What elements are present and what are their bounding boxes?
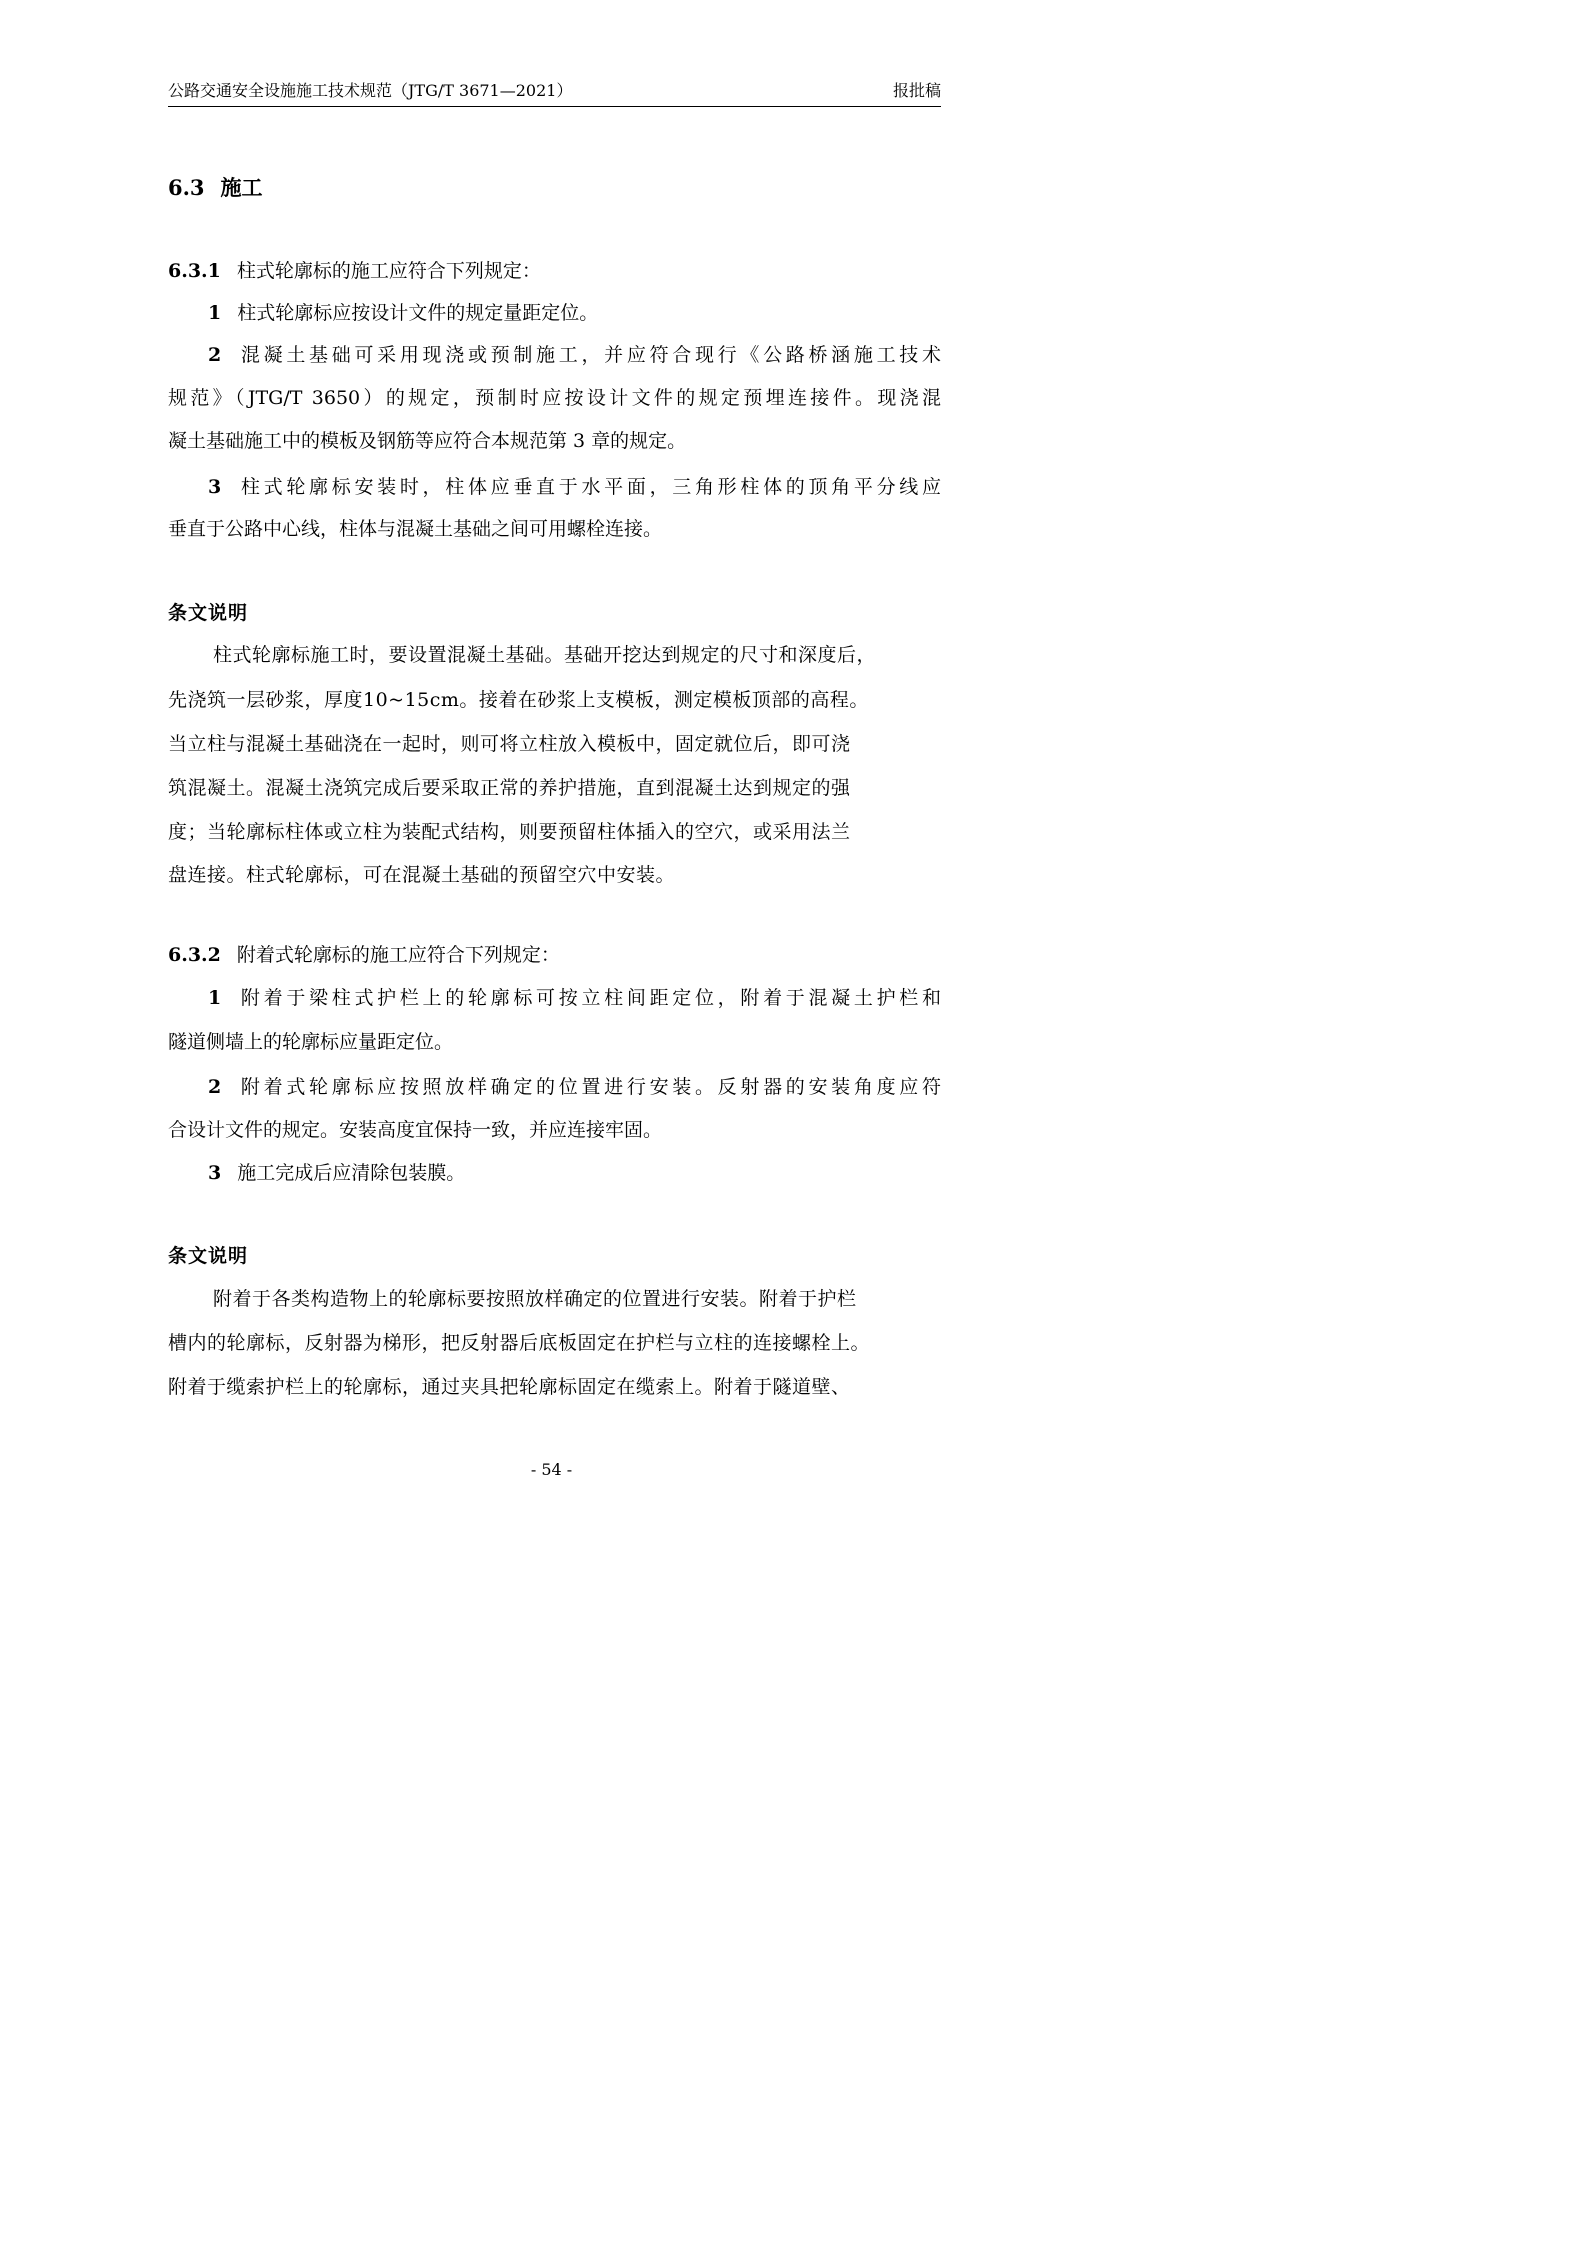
clause-number: 6.3.2 — [168, 944, 221, 966]
section-number: 6.3 — [168, 175, 205, 200]
item-number: 1 — [208, 302, 222, 324]
explanation-line: 筑混凝土。混凝土浇筑完成后要采取正常的养护措施，直到混凝土达到规定的强 — [168, 777, 851, 799]
item-text: 柱式轮廓标应按设计文件的规定量距定位。 — [237, 302, 599, 324]
clause-intro: 柱式轮廓标的施工应符合下列规定： — [236, 260, 541, 282]
clause-631-item-2 — [208, 341, 941, 369]
item-text: 施工完成后应清除包装膜。 — [237, 1162, 466, 1184]
item-text: 柱式轮廓标安装时，柱体应垂直于水平面，三角形柱体的顶角平分线应 — [237, 476, 941, 498]
explanation-line: 先浇筑一层砂浆，厚度10~15cm。接着在砂浆上支模板，测定模板顶部的高程。 — [168, 689, 869, 711]
clause-631-item-3 — [208, 473, 941, 501]
item-number: 2 — [208, 1076, 222, 1098]
item-text: 附着于梁柱式护栏上的轮廓标可按立柱间距定位，附着于混凝土护栏和 — [237, 987, 941, 1009]
item-number: 1 — [208, 987, 222, 1009]
item-text: 附着式轮廓标应按照放样确定的位置进行安装。反射器的安装角度应符 — [237, 1076, 941, 1098]
item-text: 混凝土基础可采用现浇或预制施工，并应符合现行《公路桥涵施工技术 — [237, 344, 941, 366]
paragraph-line: 凝土基础施工中的模板及钢筋等应符合本规范第 3 章的规定。 — [168, 430, 687, 452]
clause-632-intro — [168, 941, 941, 969]
section-title — [168, 172, 263, 202]
explanation-line: 度；当轮廓标柱体或立柱为装配式结构，则要预留柱体插入的空穴，或采用法兰 — [168, 821, 851, 843]
explanation-heading: 条文说明 — [168, 602, 249, 624]
header-title: 公路交通安全设施施工技术规范（JTG/T 3671—2021） — [168, 81, 573, 100]
header-status: 报批稿 — [892, 81, 941, 100]
explanation-line: 当立柱与混凝土基础浇在一起时，则可将立柱放入模板中，固定就位后，即可浇 — [168, 733, 851, 755]
paragraph-line: 规范》（JTG/T 3650）的规定，预制时应按设计文件的规定预埋连接件。现浇混 — [168, 387, 941, 409]
clause-632-item-3 — [208, 1159, 941, 1187]
clause-632-item-1 — [208, 984, 941, 1012]
clause-intro: 附着式轮廓标的施工应符合下列规定： — [236, 944, 560, 966]
running-header — [168, 76, 941, 107]
item-number: 3 — [208, 1162, 222, 1184]
clause-631-item-1 — [208, 299, 941, 327]
explanation-line: 盘连接。柱式轮廓标，可在混凝土基础的预留空穴中安装。 — [168, 864, 676, 886]
explanation-line: 柱式轮廓标施工时，要设置混凝土基础。基础开挖达到规定的尺寸和深度后， — [213, 644, 877, 666]
section-heading: 施工 — [220, 175, 263, 200]
paragraph-line: 隧道侧墙上的轮廓标应量距定位。 — [168, 1031, 454, 1053]
item-number: 3 — [208, 476, 222, 498]
explanation-heading: 条文说明 — [168, 1245, 249, 1267]
item-number: 2 — [208, 344, 222, 366]
clause-631-intro — [168, 257, 941, 285]
paragraph-line: 合设计文件的规定。安装高度宜保持一致，并应连接牢固。 — [168, 1119, 663, 1141]
paragraph-line: 垂直于公路中心线，柱体与混凝土基础之间可用螺栓连接。 — [168, 518, 663, 540]
page-number: - 54 - — [530, 1460, 573, 1479]
explanation-line: 槽内的轮廓标，反射器为梯形，把反射器后底板固定在护栏与立柱的连接螺栓上。 — [168, 1332, 871, 1354]
explanation-line: 附着于缆索护栏上的轮廓标，通过夹具把轮廓标固定在缆索上。附着于隧道壁、 — [168, 1376, 851, 1398]
explanation-line: 附着于各类构造物上的轮廓标要按照放样确定的位置进行安装。附着于护栏 — [213, 1288, 857, 1310]
clause-632-item-2 — [208, 1073, 941, 1101]
clause-number: 6.3.1 — [168, 260, 221, 282]
